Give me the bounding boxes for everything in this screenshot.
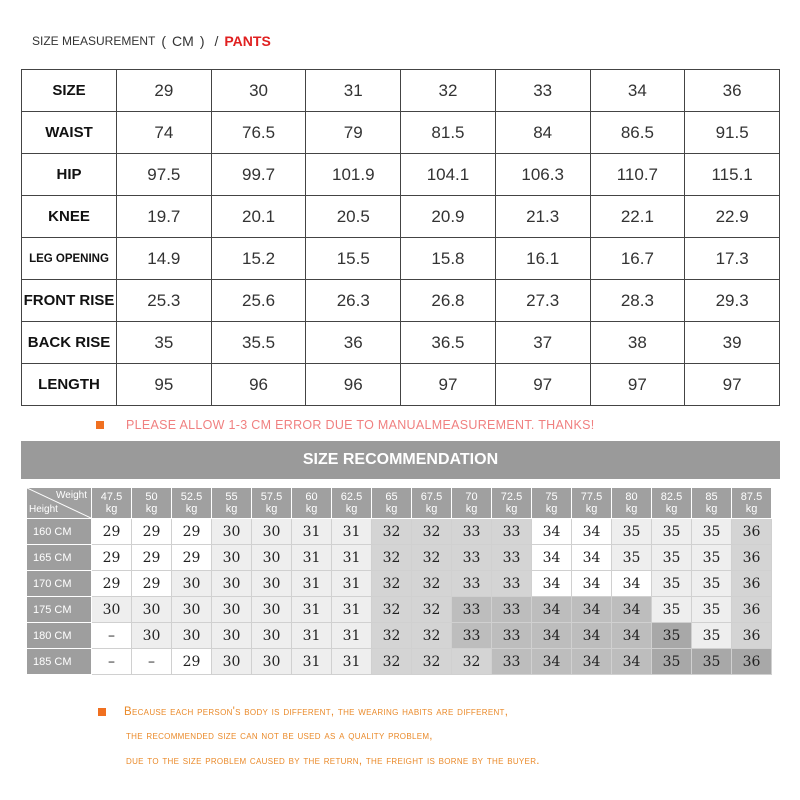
size-cell: 110.7 <box>590 154 685 196</box>
size-cell: 34 <box>590 70 685 112</box>
recommendation-cell: 30 <box>212 519 252 545</box>
size-cell: 99.7 <box>211 154 306 196</box>
recommendation-cell: 33 <box>492 597 532 623</box>
recommendation-cell: 32 <box>412 623 452 649</box>
recommendation-cell: 32 <box>412 545 452 571</box>
size-cell: 37 <box>495 322 590 364</box>
recommendation-cell: 36 <box>732 545 772 571</box>
size-cell: 104.1 <box>401 154 496 196</box>
weight-unit: kg <box>385 503 398 515</box>
weight-unit: kg <box>225 503 238 515</box>
recommendation-cell: 35 <box>692 623 732 649</box>
recommendation-cell: 35 <box>692 649 732 675</box>
size-cell: 84 <box>495 112 590 154</box>
size-table-row <box>22 322 780 364</box>
recommendation-cell: 31 <box>292 597 332 623</box>
size-cell: 39 <box>685 322 780 364</box>
size-cell: 22.9 <box>685 196 780 238</box>
recommendation-cell: 33 <box>452 545 492 571</box>
weight-unit: kg <box>585 503 598 515</box>
size-cell: 95 <box>117 364 212 406</box>
size-cell: 25.6 <box>211 280 306 322</box>
weight-header <box>332 488 372 519</box>
recommendation-cell: 33 <box>492 545 532 571</box>
size-cell: 16.7 <box>590 238 685 280</box>
size-cell: 35.5 <box>211 322 306 364</box>
size-cell: 115.1 <box>685 154 780 196</box>
weight-header <box>452 488 492 519</box>
weight-value: 70 <box>465 491 478 503</box>
recommendation-row <box>27 545 772 571</box>
header-open-paren: ( <box>161 33 167 49</box>
size-row-label: LEG OPENING <box>22 238 117 280</box>
recommendation-cell: 30 <box>252 545 292 571</box>
recommendation-cell: 34 <box>612 623 652 649</box>
recommendation-cell: 32 <box>372 649 412 675</box>
size-row-label: WAIST <box>22 112 117 154</box>
recommendation-cell: 34 <box>572 597 612 623</box>
size-table-row <box>22 196 780 238</box>
recommendation-cell: 30 <box>132 623 172 649</box>
recommendation-cell: 32 <box>452 649 492 675</box>
recommendation-cell: 29 <box>92 519 132 545</box>
weight-unit: kg <box>345 503 358 515</box>
size-cell: 17.3 <box>685 238 780 280</box>
size-cell: 25.3 <box>117 280 212 322</box>
weight-value: 57.5 <box>260 491 283 503</box>
recommendation-cell: 33 <box>452 571 492 597</box>
weight-unit: kg <box>465 503 478 515</box>
recommendation-cell: 30 <box>212 623 252 649</box>
recommendation-cell: 35 <box>692 545 732 571</box>
weight-unit: kg <box>305 503 318 515</box>
recommendation-cell: 32 <box>412 519 452 545</box>
recommendation-cell: – <box>92 623 132 649</box>
size-cell: 27.3 <box>495 280 590 322</box>
weight-value: 65 <box>385 491 398 503</box>
recommendation-cell: 33 <box>492 571 532 597</box>
size-cell: 97 <box>495 364 590 406</box>
size-cell: 86.5 <box>590 112 685 154</box>
table-corner-header <box>27 488 92 519</box>
disclaimer-line-3: due to the size problem caused by the return, the freight is borne by the buyer. <box>126 755 540 767</box>
size-cell: 20.1 <box>211 196 306 238</box>
weight-value: 50 <box>145 491 158 503</box>
height-label: 180 CM <box>27 623 92 649</box>
recommendation-cell: 31 <box>332 623 372 649</box>
size-cell: 36 <box>685 70 780 112</box>
size-cell: 35 <box>117 322 212 364</box>
recommendation-cell: – <box>132 649 172 675</box>
size-table-row <box>22 238 780 280</box>
weight-value: 77.5 <box>580 491 603 503</box>
recommendation-cell: 34 <box>572 519 612 545</box>
recommendation-cell: 30 <box>132 597 172 623</box>
size-cell: 96 <box>211 364 306 406</box>
size-cell: 19.7 <box>117 196 212 238</box>
size-cell: 101.9 <box>306 154 401 196</box>
recommendation-row <box>27 519 772 545</box>
recommendation-cell: 34 <box>532 623 572 649</box>
recommendation-cell: 34 <box>532 649 572 675</box>
weight-header <box>252 488 292 519</box>
recommendation-cell: 30 <box>92 597 132 623</box>
weight-unit: kg <box>665 503 678 515</box>
size-measurement-table <box>21 69 780 406</box>
height-label: 175 CM <box>27 597 92 623</box>
size-cell: 32 <box>401 70 496 112</box>
recommendation-cell: 34 <box>572 623 612 649</box>
recommendation-cell: 36 <box>732 597 772 623</box>
recommendation-cell: 34 <box>572 649 612 675</box>
recommendation-row <box>27 649 772 675</box>
recommendation-cell: 33 <box>452 519 492 545</box>
recommendation-cell: 34 <box>572 545 612 571</box>
weight-header <box>132 488 172 519</box>
size-row-label: FRONT RISE <box>22 280 117 322</box>
size-cell: 96 <box>306 364 401 406</box>
recommendation-cell: 31 <box>292 545 332 571</box>
header-slash: / <box>214 33 219 49</box>
weight-value: 85 <box>705 491 718 503</box>
recommendation-cell: 35 <box>652 649 692 675</box>
size-cell: 15.5 <box>306 238 401 280</box>
weight-value: 55 <box>225 491 238 503</box>
size-cell: 91.5 <box>685 112 780 154</box>
recommendation-cell: 30 <box>172 571 212 597</box>
recommendation-cell: 35 <box>692 597 732 623</box>
recommendation-cell: 33 <box>452 623 492 649</box>
recommendation-cell: 33 <box>492 519 532 545</box>
size-cell: 36.5 <box>401 322 496 364</box>
note-text: PLEASE ALLOW 1-3 CM ERROR DUE TO MANUALMEASUREMENT. THANKS! <box>126 418 595 432</box>
recommendation-cell: 31 <box>292 623 332 649</box>
recommendation-cell: 32 <box>412 649 452 675</box>
height-label: 165 CM <box>27 545 92 571</box>
recommendation-cell: 35 <box>692 571 732 597</box>
weight-unit: kg <box>705 503 718 515</box>
recommendation-cell: 34 <box>612 597 652 623</box>
size-cell: 29 <box>117 70 212 112</box>
recommendation-cell: 31 <box>292 519 332 545</box>
recommendation-cell: 34 <box>612 571 652 597</box>
recommendation-cell: 31 <box>332 649 372 675</box>
size-cell: 36 <box>306 322 401 364</box>
recommendation-cell: 30 <box>212 571 252 597</box>
recommendation-cell: 30 <box>252 571 292 597</box>
recommendation-cell: 36 <box>732 571 772 597</box>
weight-value: 82.5 <box>660 491 683 503</box>
recommendation-cell: 31 <box>292 649 332 675</box>
recommendation-cell: 29 <box>92 571 132 597</box>
recommendation-cell: 31 <box>332 545 372 571</box>
recommendation-cell: 31 <box>332 571 372 597</box>
recommendation-cell: 30 <box>252 519 292 545</box>
recommendation-cell: 32 <box>372 623 412 649</box>
size-cell: 21.3 <box>495 196 590 238</box>
recommendation-cell: 35 <box>652 623 692 649</box>
recommendation-cell: 29 <box>172 545 212 571</box>
weight-unit: kg <box>505 503 518 515</box>
recommendation-cell: 29 <box>172 519 212 545</box>
size-cell: 26.8 <box>401 280 496 322</box>
size-row-label: SIZE <box>22 70 117 112</box>
weight-unit: kg <box>625 503 638 515</box>
weight-unit: kg <box>145 503 158 515</box>
size-cell: 28.3 <box>590 280 685 322</box>
size-cell: 79 <box>306 112 401 154</box>
corner-weight-label: Weight <box>56 490 87 501</box>
size-cell: 97 <box>401 364 496 406</box>
weight-unit: kg <box>545 503 558 515</box>
size-cell: 20.9 <box>401 196 496 238</box>
height-label: 185 CM <box>27 649 92 675</box>
size-cell: 15.2 <box>211 238 306 280</box>
recommendation-cell: 35 <box>612 519 652 545</box>
recommendation-row <box>27 623 772 649</box>
size-row-label: HIP <box>22 154 117 196</box>
recommendation-cell: 35 <box>652 597 692 623</box>
size-table-row <box>22 112 780 154</box>
recommendation-cell: 30 <box>212 597 252 623</box>
recommendation-cell: 32 <box>372 545 412 571</box>
size-table-row <box>22 154 780 196</box>
size-cell: 106.3 <box>495 154 590 196</box>
weight-value: 75 <box>545 491 558 503</box>
size-row-label: LENGTH <box>22 364 117 406</box>
recommendation-cell: 34 <box>532 597 572 623</box>
weight-unit: kg <box>265 503 278 515</box>
corner-height-label: Height <box>29 504 58 515</box>
recommendation-cell: 31 <box>332 597 372 623</box>
weight-header <box>732 488 772 519</box>
weight-header <box>572 488 612 519</box>
size-cell: 29.3 <box>685 280 780 322</box>
weight-unit: kg <box>425 503 438 515</box>
note-bullet-icon <box>96 421 104 429</box>
size-cell: 14.9 <box>117 238 212 280</box>
recommendation-cell: 36 <box>732 519 772 545</box>
disclaimer-line-2: the recommended size can not be used as a quality problem, <box>126 730 433 742</box>
recommendation-cell: 34 <box>532 571 572 597</box>
weight-unit: kg <box>185 503 198 515</box>
weight-header <box>692 488 732 519</box>
recommendation-cell: 34 <box>532 519 572 545</box>
header-label: SIZE MEASUREMENT <box>32 34 156 48</box>
recommendation-cell: 29 <box>132 571 172 597</box>
recommendation-cell: 30 <box>172 623 212 649</box>
weight-header <box>652 488 692 519</box>
size-row-label: KNEE <box>22 196 117 238</box>
recommendation-cell: 30 <box>252 649 292 675</box>
size-cell: 74 <box>117 112 212 154</box>
size-cell: 81.5 <box>401 112 496 154</box>
weight-header <box>372 488 412 519</box>
recommendation-cell: 34 <box>572 571 612 597</box>
recommendation-cell: 36 <box>732 623 772 649</box>
size-table-row <box>22 280 780 322</box>
size-cell: 20.5 <box>306 196 401 238</box>
weight-value: 60 <box>305 491 318 503</box>
page-header <box>32 30 271 52</box>
weight-header <box>612 488 652 519</box>
disclaimer-line-1 <box>98 706 508 718</box>
height-label: 170 CM <box>27 571 92 597</box>
recommendation-cell: 35 <box>652 571 692 597</box>
recommendation-cell: 35 <box>612 545 652 571</box>
size-row-label: BACK RISE <box>22 322 117 364</box>
height-label: 160 CM <box>27 519 92 545</box>
size-table-row <box>22 364 780 406</box>
recommendation-cell: – <box>92 649 132 675</box>
recommendation-cell: 33 <box>452 597 492 623</box>
weight-value: 67.5 <box>420 491 443 503</box>
weight-value: 47.5 <box>100 491 123 503</box>
recommendation-cell: 30 <box>212 649 252 675</box>
recommendation-cell: 35 <box>652 545 692 571</box>
recommendation-cell: 30 <box>172 597 212 623</box>
weight-header <box>92 488 132 519</box>
recommendation-cell: 29 <box>132 545 172 571</box>
recommendation-cell: 35 <box>692 519 732 545</box>
header-category: PANTS <box>224 33 271 49</box>
disclaimer-bullet-icon <box>98 708 106 716</box>
weight-value: 87.5 <box>740 491 763 503</box>
header-close-paren: ) <box>199 33 205 49</box>
weight-header <box>172 488 212 519</box>
size-cell: 31 <box>306 70 401 112</box>
weight-header <box>412 488 452 519</box>
recommendation-cell: 30 <box>212 545 252 571</box>
recommendation-row <box>27 597 772 623</box>
recommendation-row <box>27 571 772 597</box>
measurement-note <box>96 418 595 432</box>
recommendation-cell: 32 <box>412 571 452 597</box>
weight-header <box>292 488 332 519</box>
recommendation-cell: 35 <box>652 519 692 545</box>
recommendation-cell: 29 <box>132 519 172 545</box>
size-recommendation-banner: SIZE RECOMMENDATION <box>21 441 780 479</box>
weight-value: 80 <box>625 491 638 503</box>
recommendation-cell: 32 <box>372 519 412 545</box>
recommendation-cell: 33 <box>492 623 532 649</box>
weight-header <box>532 488 572 519</box>
weight-value: 62.5 <box>340 491 363 503</box>
recommendation-cell: 32 <box>372 597 412 623</box>
weight-unit: kg <box>745 503 758 515</box>
size-recommendation-table <box>26 487 772 675</box>
size-cell: 38 <box>590 322 685 364</box>
weight-header <box>212 488 252 519</box>
weight-value: 52.5 <box>180 491 203 503</box>
recommendation-cell: 32 <box>372 571 412 597</box>
size-cell: 97.5 <box>117 154 212 196</box>
recommendation-cell: 31 <box>332 519 372 545</box>
recommendation-cell: 30 <box>252 597 292 623</box>
size-cell: 15.8 <box>401 238 496 280</box>
header-unit: CM <box>172 33 194 49</box>
recommendation-cell: 36 <box>732 649 772 675</box>
disclaimer-text-1: Because each person's body is different, the wearing habits are different, <box>124 706 509 718</box>
size-cell: 33 <box>495 70 590 112</box>
size-cell: 97 <box>590 364 685 406</box>
size-cell: 76.5 <box>211 112 306 154</box>
size-cell: 22.1 <box>590 196 685 238</box>
weight-value: 72.5 <box>500 491 523 503</box>
weight-header <box>492 488 532 519</box>
recommendation-cell: 34 <box>532 545 572 571</box>
recommendation-cell: 29 <box>92 545 132 571</box>
size-cell: 30 <box>211 70 306 112</box>
size-cell: 26.3 <box>306 280 401 322</box>
recommendation-cell: 34 <box>612 649 652 675</box>
recommendation-cell: 32 <box>412 597 452 623</box>
recommendation-cell: 30 <box>252 623 292 649</box>
size-cell: 16.1 <box>495 238 590 280</box>
recommendation-cell: 33 <box>492 649 532 675</box>
recommendation-cell: 29 <box>172 649 212 675</box>
weight-unit: kg <box>105 503 118 515</box>
recommendation-cell: 31 <box>292 571 332 597</box>
size-cell: 97 <box>685 364 780 406</box>
size-table-row <box>22 70 780 112</box>
